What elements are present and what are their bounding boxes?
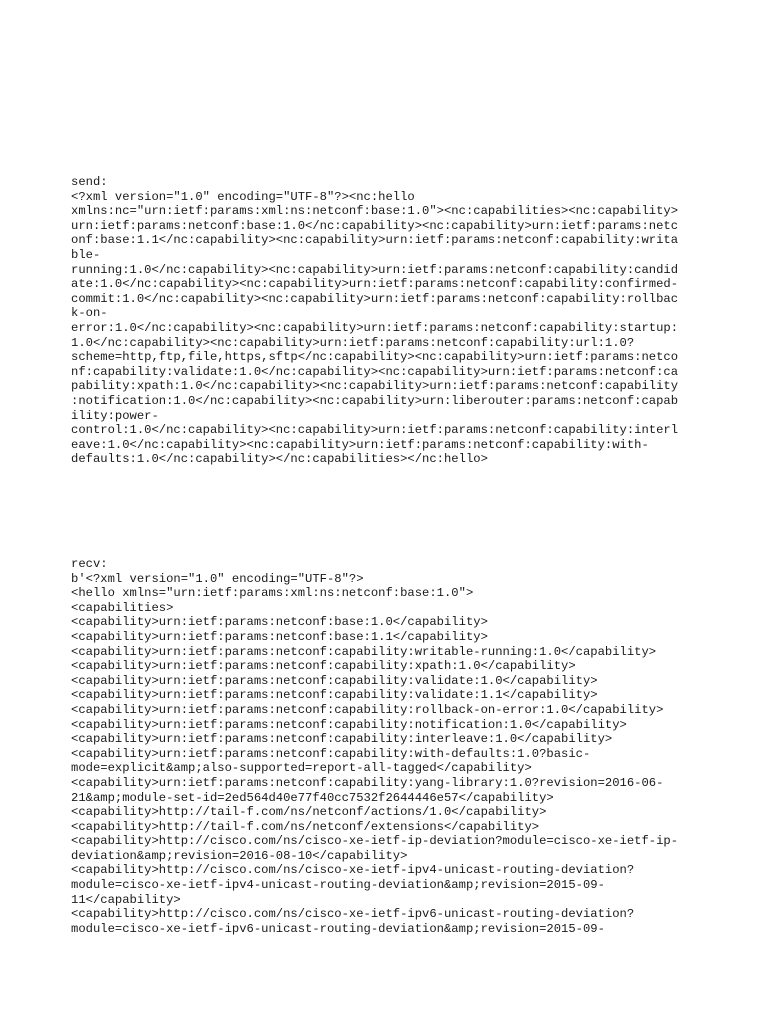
recv-line: module=cisco-xe-ietf-ipv6-unicast-routing-deviation&amp;revision=2015-09-: [71, 921, 605, 936]
recv-line: <capability>urn:ietf:params:netconf:capability:interleave:1.0</capability>: [71, 732, 613, 747]
recv-line: module=cisco-xe-ietf-ipv4-unicast-routing-deviation&amp;revision=2015-09-: [71, 878, 605, 893]
recv-line: <capability>urn:ietf:params:netconf:capability:yang-library:1.0?revision=2016-06-: [71, 775, 664, 790]
send-log-block: [71, 175, 711, 467]
recv-line: mode=explicit&amp;also-supported=report-all-tagged</capability>: [71, 761, 532, 776]
send-line: xmlns:nc="urn:ietf:params:xml:ns:netconf:base:1.0"><nc:capabilities><nc:capability>: [71, 204, 679, 219]
recv-line: <capability>http://cisco.com/ns/cisco-xe-ietf-ip-deviation?module=cisco-xe-ietf-ip-: [71, 834, 679, 849]
recv-line: 11</capability>: [71, 892, 181, 907]
recv-label: recv:: [71, 557, 108, 571]
send-line: control:1.0</nc:capability><nc:capability>urn:ietf:params:netconf:capability:interl: [71, 423, 679, 438]
recv-line: b'<?xml version="1.0" encoding="UTF-8"?>: [71, 571, 364, 586]
send-line: commit:1.0</nc:capability><nc:capability>urn:ietf:params:netconf:capability:rollbac: [71, 291, 679, 306]
send-line: ble-: [71, 247, 101, 262]
recv-line: 21&amp;module-set-id=2ed564d40e77f40cc7532f2644446e57</capability>: [71, 790, 554, 805]
recv-line: deviation&amp;revision=2016-08-10</capability>: [71, 848, 408, 863]
recv-line: <capability>urn:ietf:params:netconf:capability:validate:1.1</capability>: [71, 688, 598, 703]
send-line: urn:ietf:params:netconf:base:1.0</nc:capability><nc:capability>urn:ietf:params:netc: [71, 218, 679, 233]
recv-line: <capability>http://tail-f.com/ns/netconf/actions/1.0</capability>: [71, 805, 547, 820]
send-line: onf:base:1.1</nc:capability><nc:capability>urn:ietf:params:netconf:capability:writa: [71, 233, 679, 248]
recv-line: <capability>urn:ietf:params:netconf:base:1.0</capability>: [71, 615, 488, 630]
send-line: pability:xpath:1.0</nc:capability><nc:capability>urn:ietf:params:netconf:capability: [71, 379, 679, 394]
send-line: nf:capability:validate:1.0</nc:capability><nc:capability>urn:ietf:params:netconf:ca: [71, 364, 679, 379]
send-line: eave:1.0</nc:capability><nc:capability>urn:ietf:params:netconf:capability:with-: [71, 437, 649, 452]
recv-line: <capability>urn:ietf:params:netconf:capability:writable-running:1.0</capability>: [71, 644, 657, 659]
send-line: ate:1.0</nc:capability><nc:capability>urn:ietf:params:netconf:capability:confirmed-: [71, 277, 679, 292]
recv-log-block: [71, 557, 711, 936]
recv-line: <hello xmlns="urn:ietf:params:xml:ns:netconf:base:1.0">: [71, 586, 474, 601]
send-line: error:1.0</nc:capability><nc:capability>urn:ietf:params:netconf:capability:startup:: [71, 320, 679, 335]
send-line: 1.0</nc:capability><nc:capability>urn:ietf:params:netconf:capability:url:1.0?: [71, 335, 635, 350]
send-label: send:: [71, 175, 108, 189]
recv-line: <capability>urn:ietf:params:netconf:capability:with-defaults:1.0?basic-: [71, 746, 591, 761]
send-line: defaults:1.0</nc:capability></nc:capabilities></nc:hello>: [71, 452, 488, 467]
send-line: <?xml version="1.0" encoding="UTF-8"?><nc:hello: [71, 189, 415, 204]
recv-line: <capability>urn:ietf:params:netconf:capability:xpath:1.0</capability>: [71, 659, 576, 674]
recv-line: <capability>http://cisco.com/ns/cisco-xe-ietf-ipv4-unicast-routing-deviation?: [71, 863, 635, 878]
recv-line: <capability>urn:ietf:params:netconf:base:1.1</capability>: [71, 629, 488, 644]
recv-line: <capability>http://cisco.com/ns/cisco-xe-ietf-ipv6-unicast-routing-deviation?: [71, 907, 635, 922]
recv-line: <capabilities>: [71, 600, 174, 615]
send-line: scheme=http,ftp,file,https,sftp</nc:capability><nc:capability>urn:ietf:params:netco: [71, 350, 679, 365]
recv-line: <capability>urn:ietf:params:netconf:capability:rollback-on-error:1.0</capability>: [71, 702, 664, 717]
send-line: :notification:1.0</nc:capability><nc:capability>urn:liberouter:params:netconf:capab: [71, 393, 679, 408]
recv-line: <capability>urn:ietf:params:netconf:capability:validate:1.0</capability>: [71, 673, 598, 688]
recv-line: <capability>urn:ietf:params:netconf:capability:notification:1.0</capability>: [71, 717, 627, 732]
recv-line: <capability>http://tail-f.com/ns/netconf/extensions</capability>: [71, 819, 540, 834]
send-line: k-on-: [71, 306, 108, 321]
send-line: running:1.0</nc:capability><nc:capability>urn:ietf:params:netconf:capability:candid: [71, 262, 679, 277]
send-line: ility:power-: [71, 408, 159, 423]
